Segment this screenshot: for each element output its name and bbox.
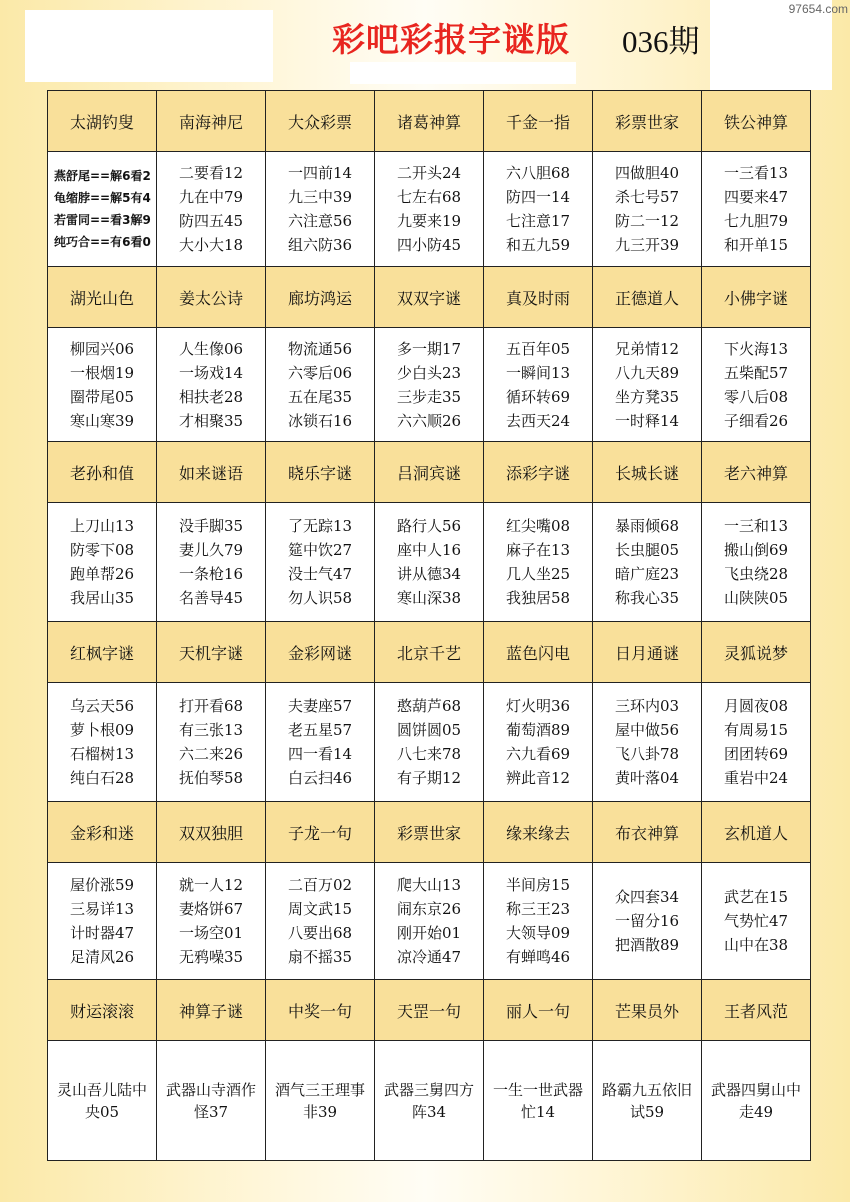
column-header: 添彩字谜 bbox=[484, 442, 593, 503]
riddle-line: 一时释14 bbox=[614, 411, 680, 430]
riddle-line: 就一人12 bbox=[178, 876, 244, 894]
riddle-line: 非39 bbox=[302, 1102, 338, 1121]
column-header: 丽人一句 bbox=[484, 980, 593, 1041]
riddle-line: 纯白石28 bbox=[69, 769, 135, 787]
riddle-line: 兄弟情12 bbox=[614, 339, 680, 358]
riddle-line: 武艺在15 bbox=[723, 888, 789, 906]
header-row bbox=[48, 980, 811, 1041]
riddle-line: 六九看69 bbox=[505, 745, 571, 763]
riddle-line: 四要来47 bbox=[723, 188, 789, 206]
riddle-line: 憨葫芦68 bbox=[396, 697, 462, 715]
riddle-line: 大小大18 bbox=[178, 236, 244, 254]
riddle-line: 子细看26 bbox=[723, 411, 789, 430]
riddle-line: 六六顺26 bbox=[396, 411, 462, 430]
column-header: 双双独胆 bbox=[157, 802, 266, 863]
riddle-line: 屋中做56 bbox=[614, 721, 680, 739]
riddle-line: 防二一12 bbox=[614, 212, 680, 230]
blank-area-left bbox=[25, 10, 273, 82]
page-title: 彩吧彩报字谜版 bbox=[332, 20, 570, 59]
riddle-line: 葡萄酒89 bbox=[505, 721, 571, 739]
riddle-line: 八九天89 bbox=[614, 363, 680, 382]
column-header: 彩票世家 bbox=[593, 91, 702, 152]
riddle-line: 怪37 bbox=[193, 1102, 229, 1121]
riddle-cell bbox=[484, 152, 593, 267]
riddle-cell bbox=[266, 328, 375, 442]
riddle-row bbox=[48, 863, 811, 980]
riddle-line: 黄叶落04 bbox=[614, 769, 680, 787]
riddle-line: 五在尾35 bbox=[287, 387, 353, 406]
column-header: 天罡一句 bbox=[375, 980, 484, 1041]
riddle-row bbox=[48, 503, 811, 622]
riddle-line: 九三中39 bbox=[287, 188, 353, 206]
riddle-cell bbox=[702, 152, 811, 267]
riddle-line: 才相聚35 bbox=[178, 411, 244, 430]
riddle-cell bbox=[702, 1041, 811, 1161]
riddle-line: 下火海13 bbox=[723, 339, 789, 358]
riddle-line: 月圆夜08 bbox=[723, 697, 789, 715]
riddle-line: 七左右68 bbox=[396, 188, 462, 206]
riddle-line: 寒山深38 bbox=[396, 589, 462, 607]
column-header: 小佛字谜 bbox=[702, 267, 811, 328]
issue-number: 036期 bbox=[622, 24, 700, 59]
riddle-line: 一场空01 bbox=[178, 924, 244, 942]
column-header: 财运滚滚 bbox=[48, 980, 157, 1041]
riddle-cell bbox=[702, 503, 811, 622]
riddle-line: 把酒散89 bbox=[614, 936, 680, 954]
riddle-line: 和五九59 bbox=[505, 236, 571, 254]
riddle-line: 忙14 bbox=[520, 1102, 556, 1121]
riddle-line: 冰锁石16 bbox=[287, 411, 353, 430]
riddle-cell bbox=[484, 1041, 593, 1161]
riddle-line: 路霸九五依旧 bbox=[601, 1080, 692, 1099]
riddle-cell bbox=[375, 328, 484, 442]
riddle-line: 麻子在13 bbox=[505, 541, 571, 559]
column-header: 湖光山色 bbox=[48, 267, 157, 328]
column-header: 老六神算 bbox=[702, 442, 811, 503]
riddle-line: 一根烟19 bbox=[69, 363, 135, 382]
riddle-line: 武器四舅山中 bbox=[710, 1080, 801, 1099]
riddle-line: 央05 bbox=[84, 1102, 120, 1121]
riddle-line: 圈带尾05 bbox=[69, 387, 135, 406]
riddle-cell bbox=[157, 683, 266, 802]
riddle-line: 山陕陕05 bbox=[723, 589, 789, 607]
riddle-line: 跑单帮26 bbox=[69, 565, 135, 583]
column-header: 神算子谜 bbox=[157, 980, 266, 1041]
riddle-line: 有三张13 bbox=[178, 721, 244, 739]
riddle-cell bbox=[48, 152, 157, 267]
riddle-line: 二开头24 bbox=[396, 164, 462, 182]
riddle-line: 灯火明36 bbox=[505, 697, 571, 715]
riddle-line: 一四前14 bbox=[287, 164, 353, 182]
column-header: 铁公神算 bbox=[702, 91, 811, 152]
riddle-line: 和开单15 bbox=[723, 236, 789, 254]
riddle-line: 有子期12 bbox=[396, 769, 462, 787]
riddle-line: 酒气三王理事 bbox=[274, 1080, 365, 1099]
column-header: 金彩和迷 bbox=[48, 802, 157, 863]
riddle-line: 妻烙饼67 bbox=[178, 900, 244, 918]
riddle-cell bbox=[266, 1041, 375, 1161]
riddle-line: 乌云天56 bbox=[69, 697, 135, 715]
riddle-line: 周文武15 bbox=[287, 900, 353, 918]
riddle-line: 了无踪13 bbox=[287, 517, 353, 535]
riddle-cell bbox=[48, 328, 157, 442]
riddle-line: 七注意17 bbox=[505, 212, 571, 230]
riddle-line: 人生像06 bbox=[178, 339, 244, 358]
column-header: 太湖钓叟 bbox=[48, 91, 157, 152]
column-header: 晓乐字谜 bbox=[266, 442, 375, 503]
riddle-line: 循环转69 bbox=[505, 387, 571, 406]
riddle-cell bbox=[48, 503, 157, 622]
riddle-line: 团团转69 bbox=[723, 745, 789, 763]
column-header: 吕洞宾谜 bbox=[375, 442, 484, 503]
riddle-cell bbox=[157, 503, 266, 622]
riddle-line: 九要来19 bbox=[396, 212, 462, 230]
riddle-cell bbox=[266, 152, 375, 267]
riddle-cell bbox=[157, 863, 266, 980]
riddle-line: 山中在38 bbox=[723, 936, 789, 954]
column-header: 双双字谜 bbox=[375, 267, 484, 328]
riddle-line: 大领导09 bbox=[505, 924, 571, 942]
riddle-line: 红尖嘴08 bbox=[505, 517, 571, 535]
riddle-line: 一场戏14 bbox=[178, 363, 244, 382]
riddle-cell bbox=[266, 863, 375, 980]
riddle-line: 五百年05 bbox=[505, 339, 571, 358]
column-header: 正德道人 bbox=[593, 267, 702, 328]
riddle-line: 抚伯琴58 bbox=[178, 769, 244, 787]
riddle-line: 筵中饮27 bbox=[287, 541, 353, 559]
blank-area-center bbox=[350, 62, 576, 84]
riddle-cell bbox=[593, 328, 702, 442]
riddle-cell bbox=[157, 152, 266, 267]
riddle-line: 组六防36 bbox=[287, 236, 353, 254]
riddle-line: 有蝉鸣46 bbox=[505, 948, 571, 966]
riddle-cell bbox=[48, 683, 157, 802]
riddle-line: 半间房15 bbox=[505, 876, 571, 894]
watermark: 97654.com bbox=[788, 2, 848, 16]
header-row bbox=[48, 802, 811, 863]
riddle-line: 相扶老28 bbox=[178, 387, 244, 406]
riddle-line: 座中人16 bbox=[396, 541, 462, 559]
riddle-line: 我居山35 bbox=[69, 589, 135, 607]
riddle-cell bbox=[593, 503, 702, 622]
riddle-line: 石榴树13 bbox=[69, 745, 135, 763]
riddle-line: 六二来26 bbox=[178, 745, 244, 763]
riddle-line: 龟缩脖==解5有4 bbox=[54, 191, 151, 205]
riddle-line: 试59 bbox=[629, 1102, 665, 1121]
riddle-line: 气势忙47 bbox=[723, 912, 789, 930]
riddle-line: 勿人识58 bbox=[287, 589, 353, 607]
riddle-line: 防四五45 bbox=[178, 212, 244, 230]
riddle-line: 闹东京26 bbox=[396, 900, 462, 918]
riddle-cell bbox=[593, 152, 702, 267]
column-header: 彩票世家 bbox=[375, 802, 484, 863]
riddle-cell bbox=[157, 328, 266, 442]
riddle-line: 四一看14 bbox=[287, 745, 353, 763]
riddle-line: 辨此音12 bbox=[505, 769, 571, 787]
riddle-cell bbox=[702, 328, 811, 442]
riddle-line: 飞八卦78 bbox=[614, 745, 680, 763]
riddle-line: 五柴配57 bbox=[723, 363, 789, 382]
column-header: 诸葛神算 bbox=[375, 91, 484, 152]
riddle-line: 屋价涨59 bbox=[69, 876, 135, 894]
riddle-line: 夫妻座57 bbox=[287, 697, 353, 715]
riddle-line: 八要出68 bbox=[287, 924, 353, 942]
column-header: 大众彩票 bbox=[266, 91, 375, 152]
riddle-line: 暴雨倾68 bbox=[614, 517, 680, 535]
riddle-line: 称我心35 bbox=[614, 589, 680, 607]
riddle-line: 足清风26 bbox=[69, 948, 135, 966]
riddle-line: 纯巧合==有6看0 bbox=[54, 235, 151, 249]
riddle-line: 爬大山13 bbox=[396, 876, 462, 894]
column-header: 姜太公诗 bbox=[157, 267, 266, 328]
riddle-line: 一生一世武器 bbox=[492, 1080, 583, 1099]
riddle-cell bbox=[48, 863, 157, 980]
riddle-line: 二百万02 bbox=[287, 876, 353, 894]
riddle-line: 白云扫46 bbox=[287, 769, 353, 787]
column-header: 长城长谜 bbox=[593, 442, 702, 503]
column-header: 南海神尼 bbox=[157, 91, 266, 152]
riddle-line: 九在中79 bbox=[178, 188, 244, 206]
riddle-cell bbox=[484, 863, 593, 980]
riddle-line: 零八后08 bbox=[723, 387, 789, 406]
column-header: 红枫字谜 bbox=[48, 622, 157, 683]
riddle-line: 我独居58 bbox=[505, 589, 571, 607]
column-header: 中奖一句 bbox=[266, 980, 375, 1041]
column-header: 老孙和值 bbox=[48, 442, 157, 503]
riddle-line: 九三开39 bbox=[614, 236, 680, 254]
column-header: 王者风范 bbox=[702, 980, 811, 1041]
riddle-line: 妻儿久79 bbox=[178, 541, 244, 559]
column-header: 蓝色闪电 bbox=[484, 622, 593, 683]
riddle-line: 燕舒尾==解6看2 bbox=[54, 169, 151, 183]
riddle-line: 一瞬间13 bbox=[505, 363, 571, 382]
column-header: 北京千艺 bbox=[375, 622, 484, 683]
riddle-line: 重岩中24 bbox=[723, 769, 789, 787]
riddle-line: 寒山寒39 bbox=[69, 411, 135, 430]
riddle-cell bbox=[266, 683, 375, 802]
riddle-line: 称三王23 bbox=[505, 900, 571, 918]
riddle-cell bbox=[375, 683, 484, 802]
riddle-line: 少白头23 bbox=[396, 363, 462, 382]
riddle-row bbox=[48, 1041, 811, 1161]
riddle-line: 防四一14 bbox=[505, 188, 571, 206]
riddle-row bbox=[48, 328, 811, 442]
header-row bbox=[48, 91, 811, 152]
riddle-line: 武器山寺酒作 bbox=[165, 1080, 256, 1099]
riddle-line: 七九胆79 bbox=[723, 212, 789, 230]
riddle-line: 六八胆68 bbox=[505, 164, 571, 182]
riddle-line: 六零后06 bbox=[287, 363, 353, 382]
riddle-line: 打开看68 bbox=[178, 697, 244, 715]
riddle-line: 灵山吾儿陆中 bbox=[56, 1080, 147, 1099]
riddle-cell bbox=[375, 1041, 484, 1161]
header-row bbox=[48, 267, 811, 328]
riddle-line: 二要看12 bbox=[178, 164, 244, 182]
riddle-cell bbox=[375, 503, 484, 622]
column-header: 千金一指 bbox=[484, 91, 593, 152]
riddle-line: 坐方凳35 bbox=[614, 387, 680, 406]
column-header: 布衣神算 bbox=[593, 802, 702, 863]
riddle-line: 三环内03 bbox=[614, 697, 680, 715]
riddle-line: 多一期17 bbox=[396, 339, 462, 358]
riddle-line: 讲从德34 bbox=[396, 565, 462, 583]
riddle-line: 暗广庭23 bbox=[614, 565, 680, 583]
riddle-row bbox=[48, 683, 811, 802]
riddle-cell bbox=[48, 1041, 157, 1161]
riddle-cell bbox=[702, 863, 811, 980]
column-header: 真及时雨 bbox=[484, 267, 593, 328]
riddle-line: 防零下08 bbox=[69, 541, 135, 559]
riddle-line: 路行人56 bbox=[396, 517, 462, 535]
riddle-line: 去西天24 bbox=[505, 411, 571, 430]
column-header: 缘来缘去 bbox=[484, 802, 593, 863]
riddle-line: 众四套34 bbox=[614, 888, 680, 906]
riddle-line: 八七来78 bbox=[396, 745, 462, 763]
riddle-line: 一留分16 bbox=[614, 912, 680, 930]
riddle-line: 武器三舅四方 bbox=[383, 1080, 474, 1099]
riddle-cell bbox=[484, 683, 593, 802]
riddle-table bbox=[47, 90, 811, 1161]
riddle-line: 阵34 bbox=[411, 1102, 447, 1121]
riddle-cell bbox=[593, 863, 702, 980]
riddle-cell bbox=[375, 863, 484, 980]
riddle-line: 一三和13 bbox=[723, 517, 789, 535]
riddle-line: 柳园兴06 bbox=[69, 339, 135, 358]
riddle-line: 一三看13 bbox=[723, 164, 789, 182]
riddle-line: 老五星57 bbox=[287, 721, 353, 739]
riddle-line: 物流通56 bbox=[287, 339, 353, 358]
riddle-line: 圆饼圆05 bbox=[396, 721, 462, 739]
riddle-line: 刚开始01 bbox=[396, 924, 462, 942]
riddle-line: 长虫腿05 bbox=[614, 541, 680, 559]
riddle-line: 扇不摇35 bbox=[287, 948, 353, 966]
riddle-cell bbox=[266, 503, 375, 622]
riddle-line: 没手脚35 bbox=[178, 517, 244, 535]
riddle-line: 三步走35 bbox=[396, 387, 462, 406]
riddle-cell bbox=[375, 152, 484, 267]
column-header: 如来谜语 bbox=[157, 442, 266, 503]
column-header: 子龙一句 bbox=[266, 802, 375, 863]
riddle-line: 名善导45 bbox=[178, 589, 244, 607]
riddle-line: 飞虫绕28 bbox=[723, 565, 789, 583]
column-header: 金彩网谜 bbox=[266, 622, 375, 683]
column-header: 灵狐说梦 bbox=[702, 622, 811, 683]
riddle-cell bbox=[593, 683, 702, 802]
riddle-cell bbox=[157, 1041, 266, 1161]
riddle-line: 没士气47 bbox=[287, 565, 353, 583]
riddle-line: 四小防45 bbox=[396, 236, 462, 254]
riddle-line: 计时器47 bbox=[69, 924, 135, 942]
riddle-cell bbox=[484, 328, 593, 442]
riddle-line: 六注意56 bbox=[287, 212, 353, 230]
header-row bbox=[48, 442, 811, 503]
riddle-line: 萝卜根09 bbox=[69, 721, 135, 739]
riddle-cell bbox=[484, 503, 593, 622]
riddle-cell bbox=[593, 1041, 702, 1161]
riddle-cell bbox=[702, 683, 811, 802]
riddle-line: 几人坐25 bbox=[505, 565, 571, 583]
riddle-line: 凉冷通47 bbox=[396, 948, 462, 966]
riddle-line: 三易详13 bbox=[69, 900, 135, 918]
riddle-line: 杀七号57 bbox=[614, 188, 680, 206]
column-header: 日月通谜 bbox=[593, 622, 702, 683]
riddle-line: 走49 bbox=[738, 1102, 774, 1121]
header-row bbox=[48, 622, 811, 683]
riddle-line: 无鸦噪35 bbox=[178, 948, 244, 966]
column-header: 廊坊鸿运 bbox=[266, 267, 375, 328]
column-header: 芒果员外 bbox=[593, 980, 702, 1041]
riddle-line: 四做胆40 bbox=[614, 164, 680, 182]
column-header: 天机字谜 bbox=[157, 622, 266, 683]
riddle-line: 若雷同==看3解9 bbox=[54, 213, 151, 227]
riddle-line: 搬山倒69 bbox=[723, 541, 789, 559]
column-header: 玄机道人 bbox=[702, 802, 811, 863]
riddle-line: 上刀山13 bbox=[69, 517, 135, 535]
riddle-row bbox=[48, 152, 811, 267]
riddle-line: 一条枪16 bbox=[178, 565, 244, 583]
riddle-line: 有周易15 bbox=[723, 721, 789, 739]
